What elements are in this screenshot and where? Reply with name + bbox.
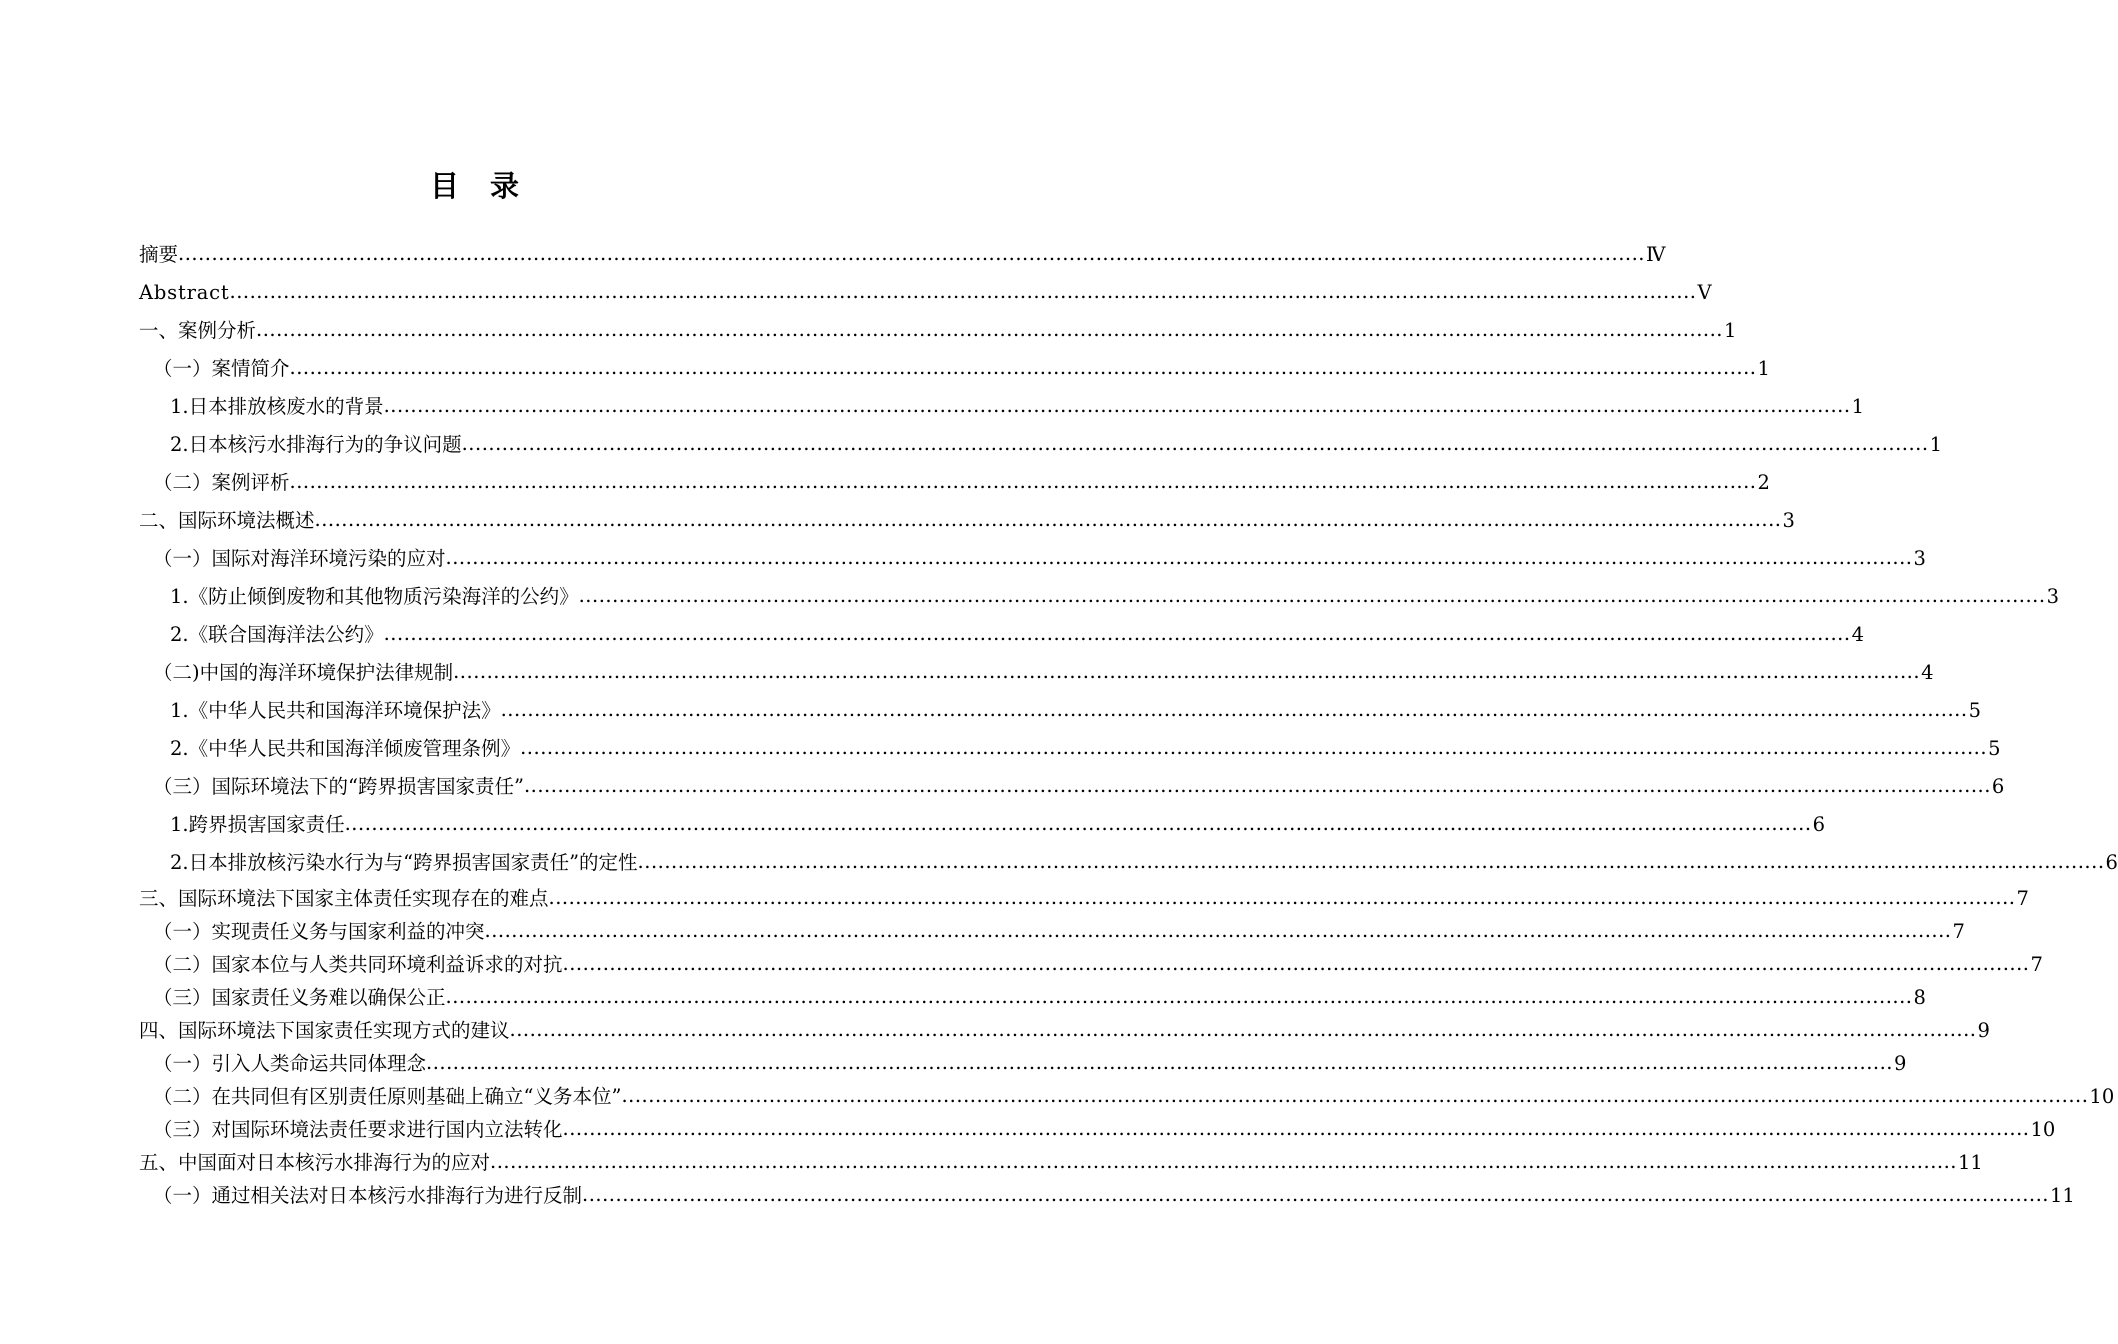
toc-entry-label: （二)中国的海洋环境保护法律规制 [153,661,454,684]
toc-entry-page-number: 1 [1929,433,1942,456]
toc-entry-label: 1.《中华人民共和国海洋环境保护法》 [170,699,501,722]
toc-entry-label: （二）在共同但有区别责任原则基础上确立“义务本位” [153,1085,622,1108]
toc-entry-page-number: 1 [1723,319,1737,342]
toc-entry-page-number: 6 [1812,813,1825,836]
toc-entry-page-number: V [1697,281,1712,304]
toc-leader-dots: ........................................................................................................................................................................................................................... [453,660,1921,683]
toc-leader-dots: ........................................................................................................................................................................................................................... [426,1051,1893,1074]
toc-leader-dots: ........................................................................................................................................................................................................................... [314,508,1782,531]
toc-entry[interactable] [139,1014,1990,1047]
toc-leader-dots: ........................................................................................................................................................................................................................... [289,470,1757,493]
toc-entry[interactable] [139,948,2043,981]
toc-entry[interactable] [139,1080,2115,1113]
toc-entry[interactable] [139,1113,2056,1146]
toc-entry-page-number: 3 [1782,509,1795,532]
toc-entry-page-number: 5 [1968,699,1981,722]
toc-entry[interactable] [139,274,1712,312]
toc-entry-label: （二）案例评析 [153,471,290,494]
toc-entry[interactable] [139,236,1666,274]
toc-entry-page-number: 11 [2049,1184,2075,1207]
toc-leader-dots: ........................................................................................................................................................................................................................... [523,774,1991,797]
toc-entry-page-number: 6 [1991,775,2005,798]
toc-leader-dots: ........................................................................................................................................................................................................................... [520,736,1988,759]
toc-leader-dots: ........................................................................................................................................................................................................................... [484,919,1952,942]
toc-leader-dots: ........................................................................................................................................................................................................................... [509,1018,1977,1041]
toc-entry[interactable] [139,312,1737,350]
toc-entry[interactable] [139,426,1942,464]
toc-entry-page-number: 7 [2016,887,2029,910]
toc-entry-label: 二、国际环境法概述 [139,509,315,532]
toc-entry-label: （一）实现责任义务与国家利益的冲突 [153,920,485,943]
toc-entry-label: （一）国际对海洋环境污染的应对 [153,547,446,570]
toc-entry-page-number: 10 [2030,1118,2056,1141]
toc-entry-label: （一）通过相关法对日本核污水排海行为进行反制 [153,1184,583,1207]
toc-entry-label: 三、国际环境法下国家主体责任实现存在的难点 [139,887,549,910]
toc-entry[interactable] [139,540,1926,578]
toc-leader-dots: ........................................................................................................................................................................................................................... [562,1117,2030,1140]
toc-entry-label: 2.《联合国海洋法公约》 [170,623,384,646]
toc-entry[interactable] [139,350,1770,388]
toc-entry-label: 1.日本排放核废水的背景 [170,395,384,418]
toc-entry-page-number: 7 [2030,953,2043,976]
toc-entry-page-number: 4 [1921,661,1934,684]
toc-entry-label: （二）国家本位与人类共同环境利益诉求的对抗 [153,953,563,976]
toc-leader-dots: ........................................................................................................................................................................................................................... [256,318,1723,341]
toc-entry-page-number: 3 [1913,547,1926,570]
toc-entry-label: （三）对国际环境法责任要求进行国内立法转化 [153,1118,563,1141]
toc-entry-label: 2.日本核污水排海行为的争议问题 [170,433,462,456]
toc-entry[interactable] [139,1179,2075,1212]
toc-leader-dots: ........................................................................................................................................................................................................................... [461,432,1929,455]
toc-leader-dots: ........................................................................................................................................................................................................................... [500,698,1968,721]
toc-entry[interactable] [139,692,1981,730]
toc-entry-label: 1.跨界损害国家责任 [170,813,345,836]
toc-leader-dots: ........................................................................................................................................................................................................................... [621,1084,2089,1107]
toc-entry-page-number: 1 [1851,395,1864,418]
toc-entry-label: （三）国家责任义务难以确保公正 [153,986,446,1009]
toc-entry-label: 一、案例分析 [139,319,257,342]
toc-entry[interactable] [139,464,1770,502]
toc-entry[interactable] [139,844,2118,882]
toc-entry[interactable] [139,616,1864,654]
toc-leader-dots: ........................................................................................................................................................................................................................... [562,952,2030,975]
toc-leader-dots: ........................................................................................................................................................................................................................... [578,584,2046,607]
toc-entry-label: 摘要 [139,243,179,266]
toc-leader-dots: ........................................................................................................................................................................................................................... [383,622,1851,645]
toc-entry-page-number: 5 [1988,737,2001,760]
toc-leader-dots: ........................................................................................................................................................................................................................... [229,280,1697,303]
toc-entry-page-number: 7 [1952,920,1965,943]
toc-leader-dots: ........................................................................................................................................................................................................................... [445,985,1913,1008]
toc-entry[interactable] [139,981,1926,1014]
toc-entry-page-number: 8 [1913,986,1926,1009]
toc-entry[interactable] [139,806,1825,844]
toc-entry[interactable] [139,388,1864,426]
toc-entry[interactable] [139,882,2029,915]
toc-entry-label: （一）案情简介 [153,357,290,380]
toc-leader-dots: ........................................................................................................................................................................................................................... [582,1183,2049,1206]
toc-entry-page-number: 9 [1977,1019,1990,1042]
toc-entry-page-number: 3 [2046,585,2059,608]
toc-entry-label: 1.《防止倾倒废物和其他物质污染海洋的公约》 [170,585,579,608]
toc-entry-label: 2.日本排放核污染水行为与“跨界损害国家责任”的定性 [170,851,638,874]
toc-entry-label: （三）国际环境法下的“跨界损害国家责任” [153,775,524,798]
toc-entry-page-number: 4 [1851,623,1864,646]
toc-leader-dots: ........................................................................................................................................................................................................................... [445,546,1913,569]
toc-entry-page-number: Ⅳ [1645,243,1666,266]
toc-entry-label: Abstract [139,281,230,304]
toc-entry[interactable] [139,502,1795,540]
toc-leader-dots: ........................................................................................................................................................................................................................... [178,242,1645,265]
toc-entry[interactable] [139,654,1934,692]
toc-leader-dots: ........................................................................................................................................................................................................................... [548,886,2016,909]
toc-leader-dots: ........................................................................................................................................................................................................................... [383,394,1851,417]
toc-entry-page-number: 1 [1757,357,1770,380]
toc-entry-label: 五、中国面对日本核污水排海行为的应对 [139,1151,491,1174]
toc-entry[interactable] [139,730,2001,768]
toc-entry-page-number: 9 [1893,1052,1907,1075]
toc-leader-dots: ........................................................................................................................................................................................................................... [637,850,2105,873]
toc-entry[interactable] [139,1146,1983,1179]
toc-entry-label: 四、国际环境法下国家责任实现方式的建议 [139,1019,510,1042]
toc-leader-dots: ........................................................................................................................................................................................................................... [344,812,1812,835]
toc-leader-dots: ........................................................................................................................................................................................................................... [289,356,1757,379]
toc-entry[interactable] [139,768,2005,806]
toc-entry-label: （一）引入人类命运共同体理念 [153,1052,427,1075]
toc-entry-page-number: 6 [2105,851,2118,874]
toc-entry[interactable] [139,915,1965,948]
page-title: 目 录 [429,169,520,203]
toc-entry-page-number: 10 [2089,1085,2115,1108]
toc-entry[interactable] [139,578,2059,616]
toc-list [139,236,2118,1212]
toc-entry-page-number: 11 [1957,1151,1983,1174]
toc-entry[interactable] [139,1047,1907,1080]
toc-entry-page-number: 2 [1757,471,1770,494]
toc-entry-label: 2.《中华人民共和国海洋倾废管理条例》 [170,737,521,760]
toc-leader-dots: ........................................................................................................................................................................................................................... [490,1150,1957,1173]
